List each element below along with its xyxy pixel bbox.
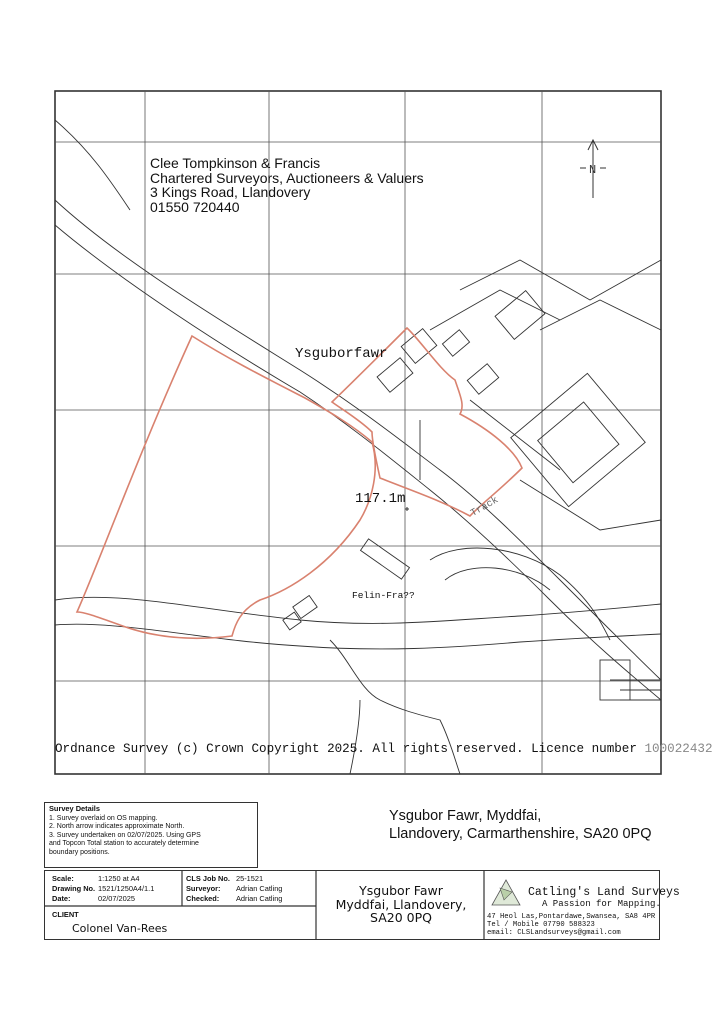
copyright-notice <box>55 742 713 756</box>
survey-details-heading: Survey Details <box>49 804 100 813</box>
surveyor-value: Adrian Catling <box>236 884 283 893</box>
licence-number: 100022432 <box>644 742 713 756</box>
copyright-text: Ordnance Survey (c) Crown Copyright 2025. All rights reserved. Licence number <box>55 742 637 756</box>
agent-address: 3 Kings Road, Llandovery <box>150 184 311 200</box>
job-label: CLS Job No. <box>186 874 230 883</box>
scale-label: Scale: <box>52 874 74 883</box>
survey-note-3b: and Topcon Total station to accurately determine <box>49 840 199 848</box>
agent-phone: 01550 720440 <box>150 198 240 215</box>
date-value: 02/07/2025 <box>98 894 135 903</box>
job-value: 25-1521 <box>236 874 264 883</box>
property-address <box>389 807 651 843</box>
company-name-block <box>528 886 680 909</box>
company-contact <box>487 913 655 937</box>
company-tagline: A Passion for Mapping. <box>542 899 661 909</box>
survey-note-1: 1. Survey overlaid on OS mapping. <box>49 814 158 822</box>
company-name: Catling's Land Surveys <box>528 886 680 899</box>
spot-height-marker <box>405 507 409 511</box>
address-line-1: Ysgubor Fawr, Myddfai, <box>389 808 542 824</box>
project-title-line-2: Myddfai, Llandovery, <box>335 896 467 912</box>
agent-profession: Chartered Surveyors, Auctioneers & Valuers <box>150 169 424 186</box>
drawing-label: Drawing No. <box>52 884 96 893</box>
checked-label: Checked: <box>186 894 220 903</box>
client-label: CLIENT <box>52 910 79 919</box>
project-title <box>318 884 484 925</box>
address-line-2: Llandovery, Carmarthenshire, SA20 0PQ <box>389 826 652 842</box>
spot-height-label: 117.1m <box>355 491 406 507</box>
company-address: 47 Heol Las,Pontardawe,Swansea, SA8 4PR <box>487 913 656 921</box>
track-label: Track <box>469 495 501 520</box>
date-label: Date: <box>52 894 71 903</box>
client-value: Colonel Van-Rees <box>72 922 168 935</box>
survey-note-3c: boundary positions. <box>49 848 110 856</box>
survey-note-3a: 3. Survey undertaken on 02/07/2025. Using GPS <box>49 831 201 839</box>
site-boundary <box>77 328 522 638</box>
agent-name: Clee Tompkinson & Francis <box>150 155 321 171</box>
north-label: N <box>589 163 597 177</box>
surveyor-label: Surveyor: <box>186 884 221 893</box>
project-title-line-3: SA20 0PQ <box>370 910 432 925</box>
company-phone: Tel / Mobile 07790 588323 <box>487 921 595 929</box>
drawing-value: 1521/1250A4/1.1 <box>98 884 155 893</box>
scale-value: 1:1250 at A4 <box>98 874 140 883</box>
felin-fra-label: Felin-Fra?? <box>352 590 415 601</box>
checked-value: Adrian Catling <box>236 894 283 903</box>
company-email: email: CLSLandsurveys@gmail.com <box>487 929 621 937</box>
farm-label: Ysguborfawr <box>295 346 388 362</box>
survey-note-2: 2. North arrow indicates approximate North. <box>49 823 185 831</box>
map-features <box>55 120 661 774</box>
project-title-line-1: Ysgubor Fawr <box>359 883 443 898</box>
agent-details <box>150 156 424 214</box>
survey-details-box <box>44 802 258 868</box>
